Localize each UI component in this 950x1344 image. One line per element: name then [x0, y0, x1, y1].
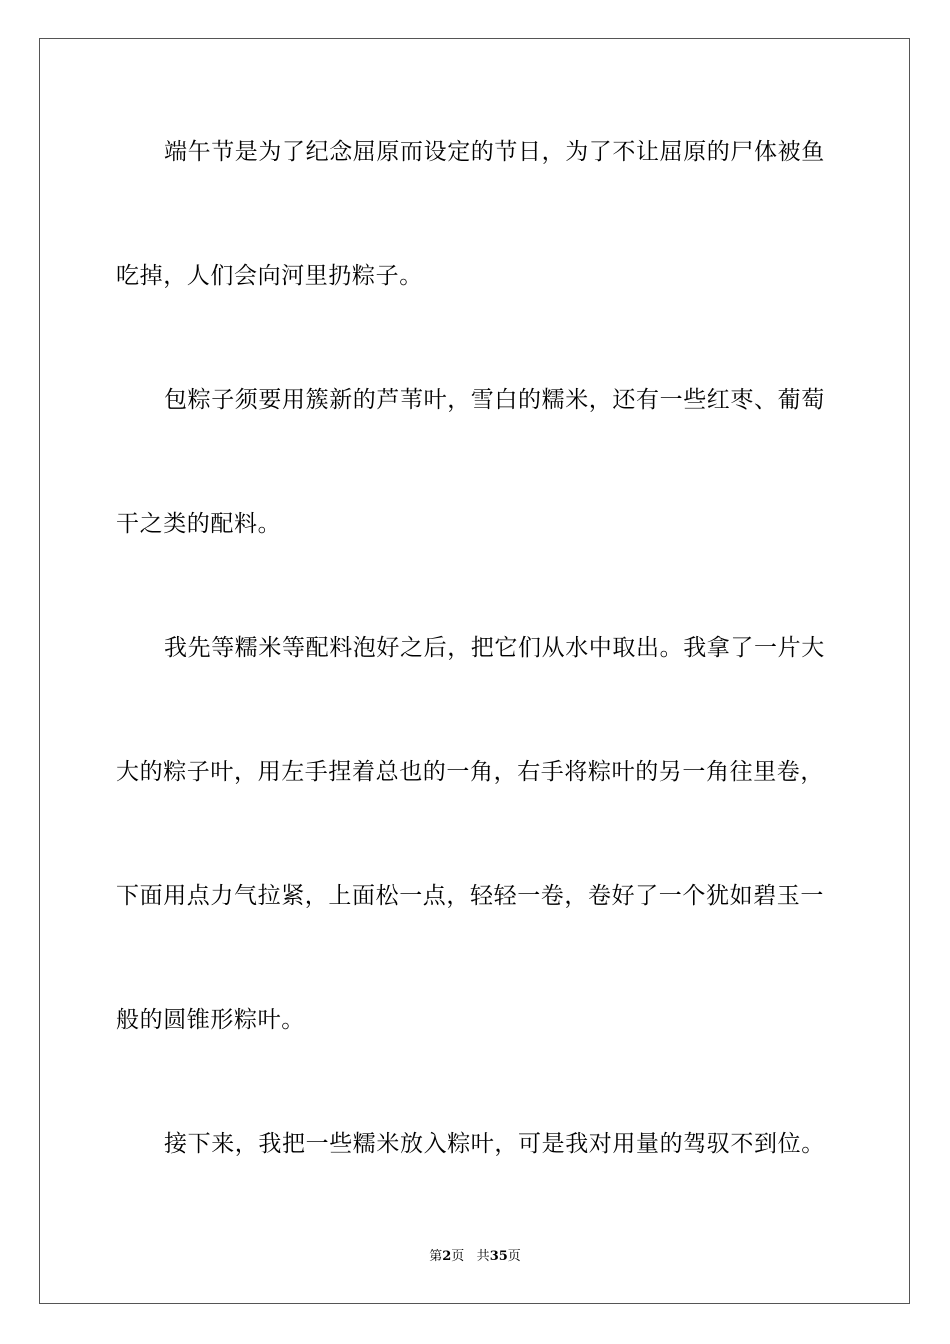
paragraph-1-line-2: 吃掉，人们会向河里扔粽子。 [116, 263, 423, 289]
paragraph-4-line-1: 接下来，我把一些糯米放入粽叶，可是我对用量的驾驭不到位。 [164, 1131, 825, 1157]
paragraph-2-line-2: 干之类的配料。 [116, 511, 282, 537]
page-footer [0, 1248, 950, 1266]
paragraph-1-line-1: 端午节是为了纪念屈原而设定的节日，为了不让屈原的尸体被鱼 [164, 139, 825, 165]
footer-page-suffix: 页 [451, 1249, 465, 1264]
paragraph-3-line-4: 般的圆锥形粽叶。 [116, 1007, 305, 1033]
paragraph-3-line-3: 下面用点力气拉紧，上面松一点，轻轻一卷，卷好了一个犹如碧玉一 [116, 883, 824, 909]
paragraph-3-line-1: 我先等糯米等配料泡好之后，把它们从水中取出。我拿了一片大 [164, 635, 825, 661]
page-border [39, 38, 910, 1304]
footer-total-prefix: 共 [476, 1249, 490, 1264]
footer-total-suffix: 页 [507, 1249, 521, 1264]
paragraph-3-line-2: 大的粽子叶，用左手捏着总也的一角，右手将粽叶的另一角往里卷， [116, 759, 824, 785]
footer-page-number: 2 [442, 1249, 452, 1264]
footer-total-pages: 35 [489, 1249, 508, 1264]
footer-page-prefix: 第 [429, 1249, 443, 1264]
paragraph-2-line-1: 包粽子须要用簇新的芦苇叶，雪白的糯米，还有一些红枣、葡萄 [164, 387, 825, 413]
